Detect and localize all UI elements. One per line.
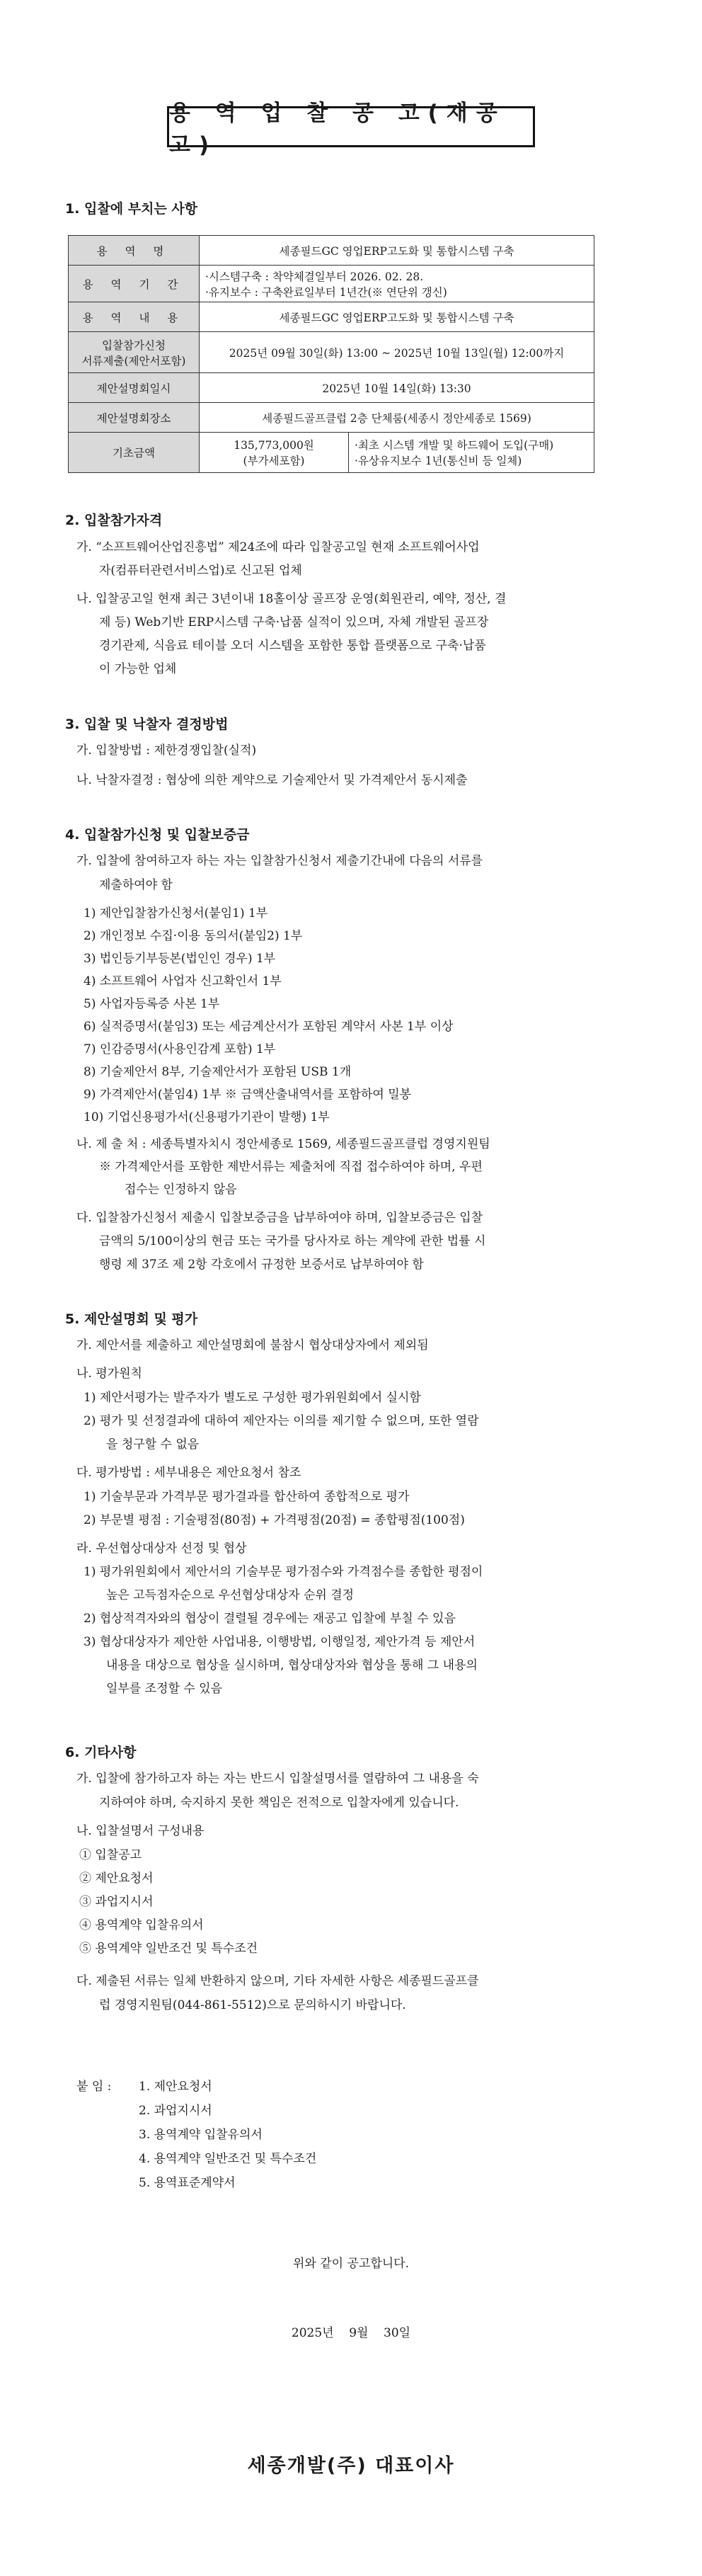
text-line: 나. 입찰공고일 현재 최근 3년이내 18홀이상 골프장 운영(회원관리, 예약, 정산, 결 [76, 592, 507, 606]
list-item: 6) 실적증명서(붙임3) 또는 세금계산서가 포함된 계약서 사본 1부 이상 [84, 1020, 454, 1034]
text-line: 을 청구할 수 없음 [106, 1437, 200, 1452]
list-item: 2) 부문별 평점 : 기술평점(80점) + 가격평점(20점) = 종합평점(100점) [84, 1513, 465, 1527]
text-line: ※ 가격제안서를 포함한 제반서류는 제출처에 직접 접수하여야 하며, 우편 [99, 1160, 483, 1174]
table-value-service-name: 세종필드GC 영업ERP고도화 및 통합시스템 구축 [200, 236, 594, 266]
text-line: 금액의 5/100이상의 현금 또는 국가를 당사자로 하는 계약에 관한 법률 시 [99, 1234, 486, 1248]
text-line: 가. 입찰에 참여하고자 하는 자는 입찰참가신청서 제출기간내에 다음의 서류를 [76, 854, 483, 868]
attachment-item: 5. 용역표준계약서 [139, 2176, 236, 2190]
text-line: 나. 평가원칙 [76, 1367, 142, 1381]
text-line: 가. 제안서를 제출하고 제안설명회에 불참시 협상대상자에서 제외됨 [76, 1338, 429, 1352]
list-item: 4) 소프트웨어 사업자 신고확인서 1부 [84, 974, 282, 988]
text-line: 제 등) Web기반 ERP시스템 구축·납품 실적이 있으며, 자체 개발된 골프장 [99, 615, 489, 629]
table-value-service-period [200, 266, 594, 302]
table-value-briefing-datetime: 2025년 10월 14일(화) 13:30 [200, 373, 594, 403]
table-row [69, 236, 594, 266]
list-item: ① 입찰공고 [79, 1848, 142, 1862]
page-title: 용 역 입 찰 공 고(재공고) [167, 106, 535, 147]
base-amount-detail-1: ·최초 시스템 개발 및 하드웨어 도입(구매) [355, 439, 554, 452]
table-row [69, 302, 594, 332]
section-3-heading: 3. 입찰 및 낙찰자 결정방법 [65, 717, 229, 732]
list-item: ④ 용역계약 입찰유의서 [79, 1918, 204, 1932]
text-line: 이 가능한 업체 [99, 662, 177, 676]
base-amount-detail-cell [349, 433, 594, 472]
section-6-heading: 6. 기타사항 [65, 1745, 137, 1760]
period-maintenance-text: ·유지보수 : 구축완료일부터 1년간(※ 연단위 갱신) [205, 285, 447, 299]
table-value-base-amount [200, 433, 594, 473]
submission-label-line-2: 서류제출(제안서포함) [81, 354, 186, 367]
text-line: 제출하여야 함 [99, 878, 173, 892]
list-item: 1) 평가위원회에서 제안서의 기술부문 평가점수와 가격점수를 종합한 평점이 [84, 1565, 483, 1579]
table-label-submission [69, 332, 200, 373]
section-4-heading: 4. 입찰참가신청 및 입찰보증금 [65, 827, 250, 843]
attachments-label: 붙 임 : [76, 2080, 112, 2094]
list-item: 9) 가격제안서(붙임4) 1부 ※ 금액산출내역서를 포함하여 밀봉 [84, 1088, 412, 1102]
list-item: ⑤ 용역계약 일반조건 및 특수조건 [79, 1942, 258, 1956]
submission-label-line-1: 입찰참가신청 [102, 338, 166, 352]
text-line: 내용을 대상으로 협상을 실시하며, 협상대상자와 협상을 통해 그 내용의 [106, 1658, 478, 1672]
table-row [69, 403, 594, 433]
text-line: 나. 낙찰자결정 : 협상에 의한 계약으로 기술제안서 및 가격제안서 동시제출 [76, 773, 468, 787]
section-1-heading: 1. 입찰에 부치는 사항 [65, 201, 198, 217]
list-item: 1) 제안입찰참가신청서(붙임1) 1부 [84, 906, 268, 921]
text-line: 가. 입찰에 참가하고자 하는 자는 반드시 입찰설명서를 열람하여 그 내용을 숙 [76, 1772, 479, 1786]
period-build-text: ·시스템구축 : 착약체결일부터 2026. 02. 28. [205, 270, 424, 283]
list-item: 2) 평가 및 선정결과에 대하여 제안자는 이의를 제기할 수 없으며, 또한 열람 [84, 1414, 479, 1428]
bid-info-table [68, 235, 594, 473]
list-item: 3) 법인등기부등본(법인인 경우) 1부 [84, 952, 276, 966]
table-row [69, 373, 594, 403]
table-label-service-period: 용 역 기 간 [69, 266, 200, 302]
table-value-submission-period: 2025년 09월 30일(화) 13:00 ~ 2025년 10월 13일(월) 12:00까지 [200, 332, 594, 373]
base-amount-vat-note: (부가세포함) [243, 455, 305, 467]
attachment-item: 2. 과업지시서 [139, 2104, 212, 2118]
text-line: 나. 입찰설명서 구성내용 [76, 1824, 205, 1838]
text-line: 나. 제 출 처 : 세종특별자치시 정안세종로 1569, 세종필드골프클럽 경영지원팀 [76, 1137, 490, 1151]
attachment-item: 1. 제안요청서 [139, 2080, 212, 2094]
text-line: 지하여야 하며, 숙지하지 못한 책임은 전적으로 입찰자에게 있습니다. [99, 1796, 459, 1810]
text-line: 행령 제 37조 제 2항 각호에서 규정한 보증서로 납부하여야 함 [99, 1258, 424, 1272]
base-amount-value: 135,773,000원 [234, 439, 314, 452]
notice-date: 2025년 9월 30일 [291, 2326, 411, 2340]
text-line: 경기관제, 식음료 테이블 오더 시스템을 포함한 통합 플랫폼으로 구축·납품 [99, 639, 486, 653]
list-item: ③ 과업지시서 [79, 1895, 154, 1909]
list-item: 10) 기업신용평가서(신용평가기관이 발행) 1부 [84, 1110, 330, 1124]
table-row [69, 266, 594, 302]
table-value-service-content: 세종필드GC 영업ERP고도화 및 통합시스템 구축 [200, 302, 594, 332]
section-5-heading: 5. 제안설명회 및 평가 [65, 1311, 198, 1327]
text-line: 가. 입찰방법 : 제한경쟁입찰(실적) [76, 743, 257, 758]
list-item: ② 제안요청서 [79, 1871, 154, 1886]
text-line: 가. “소프트웨어산업진흥법” 제24조에 따라 입찰공고일 현재 소프트웨어사업 [76, 540, 480, 554]
text-line: 다. 평가방법 : 세부내용은 제안요청서 참조 [76, 1466, 301, 1480]
list-item: 1) 기술부문과 가격부문 평가결과를 합산하여 종합적으로 평가 [84, 1490, 410, 1504]
table-label-briefing-place: 제안설명회장소 [69, 403, 200, 433]
text-line: 높은 고득점자순으로 우선협상대상자 순위 결정 [106, 1588, 355, 1602]
table-label-service-content: 용 역 내 용 [69, 302, 200, 332]
text-line: 라. 우선협상대상자 선정 및 협상 [76, 1541, 247, 1556]
attachment-item: 3. 용역계약 입찰유의서 [139, 2128, 263, 2142]
section-2-heading: 2. 입찰참가자격 [65, 513, 163, 528]
list-item: 2) 협상적격자와의 협상이 결렬될 경우에는 재공고 입찰에 부칠 수 있음 [84, 1612, 456, 1626]
table-label-briefing-datetime: 제안설명회일시 [69, 373, 200, 403]
text-line: 접수는 인정하지 않음 [125, 1182, 237, 1197]
list-item: 2) 개인정보 수집·이용 동의서(붙임2) 1부 [84, 929, 303, 943]
text-line: 다. 입찰참가신청서 제출시 입찰보증금을 납부하여야 하며, 입찰보증금은 입찰 [76, 1211, 483, 1225]
issuer-signature: 세종개발(주) 대표이사 [247, 2455, 455, 2477]
base-amount-cell [200, 433, 349, 472]
table-label-service-name: 용 역 명 [69, 236, 200, 266]
list-item: 1) 제안서평가는 발주자가 별도로 구성한 평가위원회에서 실시함 [84, 1391, 421, 1405]
base-amount-detail-2: ·유상유지보수 1년(통신비 등 일체) [355, 455, 522, 467]
list-item: 3) 협상대상자가 제안한 사업내용, 이행방법, 이행일정, 제안가격 등 제안서 [84, 1635, 476, 1649]
table-label-base-amount: 기초금액 [69, 433, 200, 473]
list-item: 5) 사업자등록증 사본 1부 [84, 997, 220, 1011]
table-row [69, 332, 594, 373]
text-line: 자(컴퓨터관련서비스업)로 신고된 업체 [99, 564, 302, 578]
closing-text: 위와 같이 공고합니다. [292, 2257, 409, 2271]
list-item: 8) 기술제안서 8부, 기술제안서가 포함된 USB 1개 [84, 1065, 352, 1079]
text-line: 다. 제출된 서류는 일체 반환하지 않으며, 기타 자세한 사항은 세종필드골프클 [76, 1974, 479, 1988]
table-row [69, 433, 594, 473]
attachment-item: 4. 용역계약 일반조건 및 특수조건 [139, 2152, 317, 2166]
list-item: 7) 인감증명서(사용인감계 포함) 1부 [84, 1042, 276, 1056]
text-line: 럽 경영지원팀(044-861-5512)으로 문의하시기 바랍니다. [99, 1998, 406, 2012]
table-value-briefing-place: 세종필드골프클럽 2층 단체룸(세종시 정안세종로 1569) [200, 403, 594, 433]
text-line: 일부를 조정할 수 있음 [106, 1682, 223, 1696]
